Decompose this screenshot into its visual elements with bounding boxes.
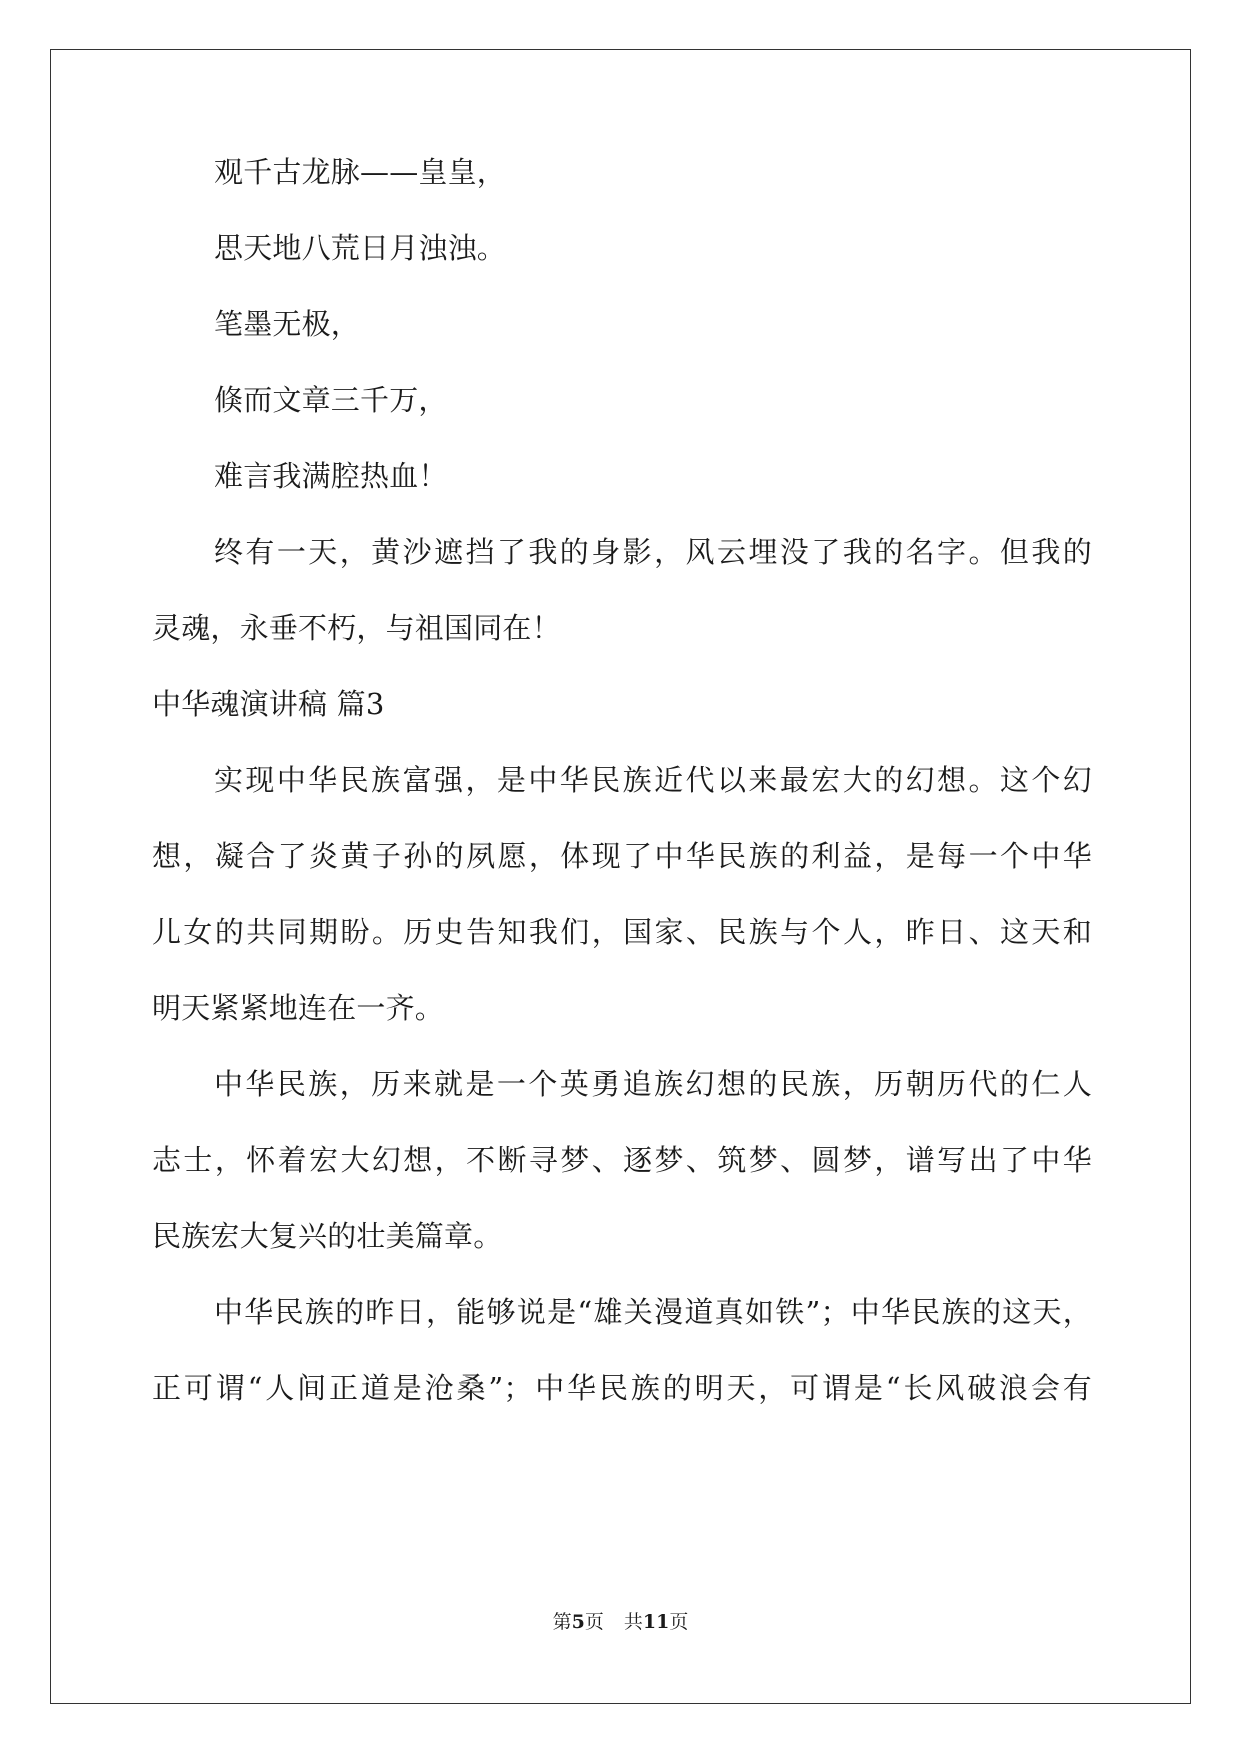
text-line: 难言我满腔热血！ — [214, 459, 448, 493]
text-line: 中华民族，历来就是一个英勇追族幻想的民族，历朝历代的仁人 — [214, 1067, 1092, 1101]
total-suffix: 页 — [669, 1611, 689, 1633]
section-heading: 中华魂演讲稿 篇3 — [152, 687, 385, 721]
text-line: 正可谓“人间正道是沧桑”；中华民族的明天，可谓是“长风破浪会有 — [152, 1371, 1092, 1405]
text-line: 明天紧紧地连在一齐。 — [152, 991, 445, 1025]
text-line: 灵魂，永垂不朽，与祖国同在！ — [152, 611, 561, 645]
text-line: 中华民族的昨日，能够说是“雄关漫道真如铁”；中华民族的这天， — [214, 1295, 1092, 1329]
text-line: 笔墨无极， — [214, 307, 361, 341]
text-line: 思天地八荒日月浊浊。 — [214, 231, 507, 265]
total-page-number: 11 — [642, 1611, 670, 1633]
text-line: 终有一天，黄沙遮挡了我的身影，风云埋没了我的名字。但我的 — [214, 535, 1092, 569]
text-line: 想，凝合了炎黄子孙的夙愿，体现了中华民族的利益，是每一个中华 — [152, 839, 1092, 873]
text-line: 观千古龙脉——皇皇， — [214, 155, 507, 189]
text-line: 儿女的共同期盼。历史告知我们，国家、民族与个人，昨日、这天和 — [152, 915, 1092, 949]
page-border — [50, 49, 1191, 1704]
text-line: 志士，怀着宏大幻想，不断寻梦、逐梦、筑梦、圆梦，谱写出了中华 — [152, 1143, 1092, 1177]
text-line: 实现中华民族富强，是中华民族近代以来最宏大的幻想。这个幻 — [214, 763, 1092, 797]
page-prefix: 第 — [552, 1611, 572, 1633]
text-line: 民族宏大复兴的壮美篇章。 — [152, 1219, 503, 1253]
total-prefix: 共 — [623, 1611, 643, 1633]
page-suffix: 页 — [584, 1611, 604, 1633]
text-line: 倏而文章三千万， — [214, 383, 448, 417]
page-footer — [0, 1610, 1241, 1634]
current-page-number: 5 — [571, 1611, 585, 1633]
